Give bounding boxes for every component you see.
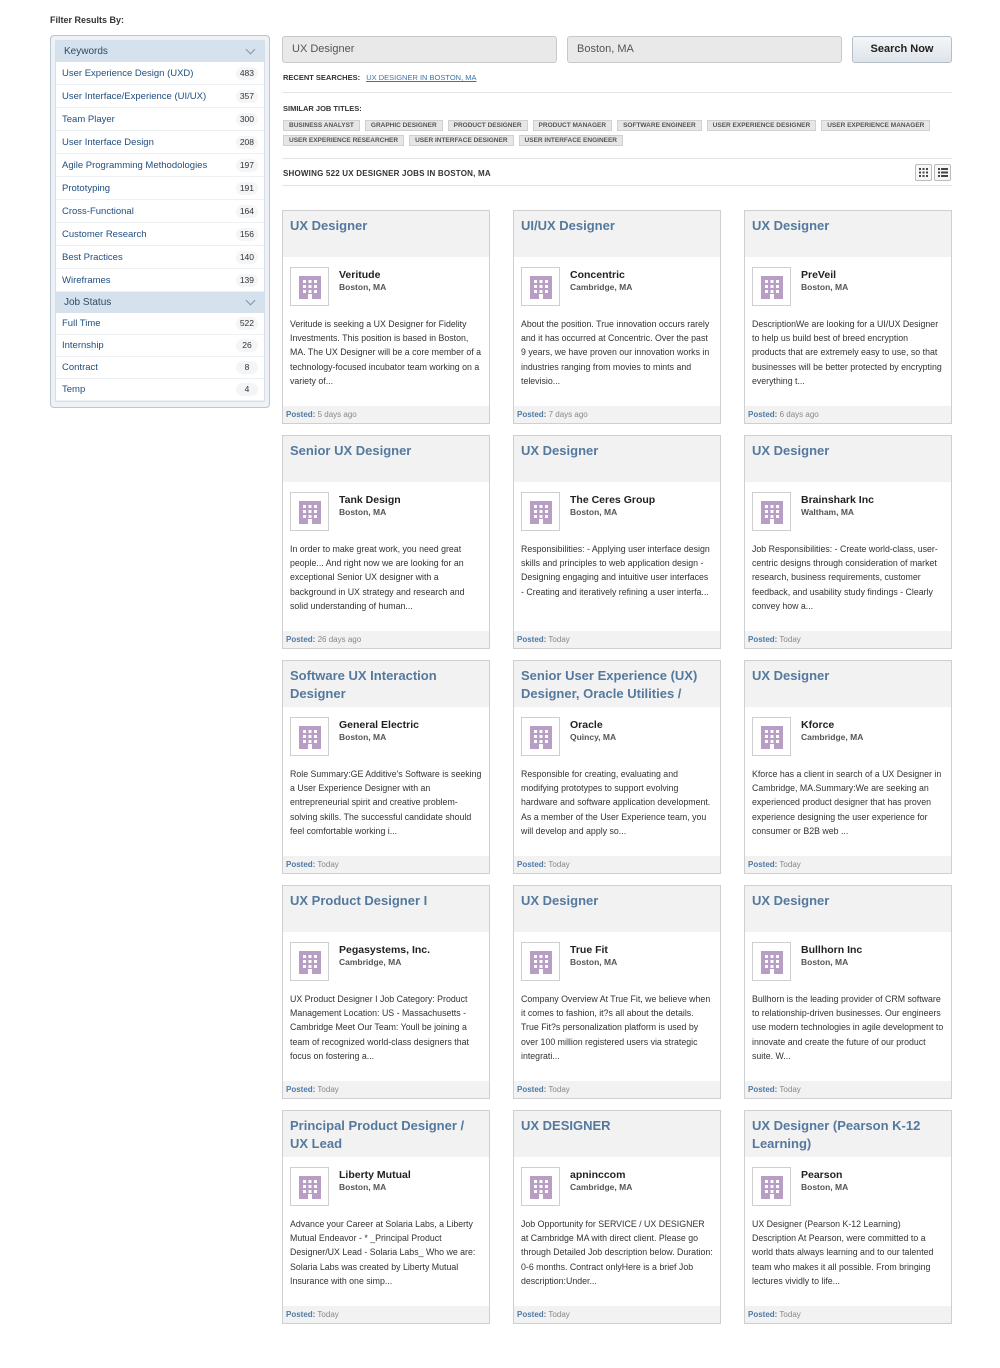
job-location: Boston, MA: [570, 507, 618, 517]
similar-title-tag[interactable]: USER EXPERIENCE RESEARCHER: [283, 135, 404, 146]
job-card-body: [514, 257, 720, 408]
filter-item-count: 140: [236, 251, 258, 264]
job-title-link[interactable]: UX Designer: [752, 443, 830, 458]
job-location: Boston, MA: [339, 1182, 387, 1192]
building-icon: [752, 1167, 791, 1206]
posted-value: 26 days ago: [317, 635, 362, 644]
building-icon: [521, 1167, 560, 1206]
filter-item[interactable]: [56, 246, 264, 269]
job-card-header: [514, 211, 720, 257]
posted-date: [745, 1081, 951, 1098]
company-name[interactable]: Bullhorn Inc: [801, 944, 863, 956]
job-card-header: [514, 436, 720, 482]
job-title-link[interactable]: Software UX Interaction Designer: [290, 668, 437, 701]
posted-value: Today: [317, 1310, 339, 1319]
job-card[interactable]: [744, 1110, 952, 1324]
posted-label: Posted:: [748, 1085, 778, 1094]
grid-view-icon[interactable]: [915, 164, 932, 181]
filter-item-label: Customer Research: [62, 228, 147, 240]
job-card-header: [283, 886, 489, 932]
filter-item[interactable]: [56, 177, 264, 200]
job-card[interactable]: [744, 210, 952, 424]
filter-item[interactable]: [56, 335, 264, 357]
posted-label: Posted:: [748, 410, 778, 419]
posted-label: Posted:: [748, 635, 778, 644]
filter-item-label: Cross-Functional: [62, 205, 134, 217]
keyword-input[interactable]: UX Designer: [282, 36, 557, 63]
filter-item[interactable]: [56, 62, 264, 85]
job-location: Cambridge, MA: [339, 957, 402, 967]
job-card[interactable]: [744, 435, 952, 649]
job-card-body: [283, 257, 489, 408]
posted-label: Posted:: [286, 1310, 316, 1319]
posted-label: Posted:: [748, 860, 778, 869]
filter-item[interactable]: [56, 200, 264, 223]
job-card[interactable]: [282, 885, 490, 1099]
filter-item-count: 156: [236, 228, 258, 241]
job-description: Veritude is seeking a UX Designer for Fidelity Investments. This position is based in Boston, MA. The UX Designer will be a core member of a technology-focused incubator team working on a variety of...: [290, 319, 482, 386]
job-title-link[interactable]: Senior UX Designer: [290, 443, 412, 458]
posted-value: Today: [548, 635, 570, 644]
building-icon: [521, 717, 560, 756]
job-card-body: [514, 1157, 720, 1308]
building-icon: [752, 717, 791, 756]
company-name[interactable]: The Ceres Group: [570, 494, 656, 506]
job-title-link[interactable]: UX Designer (Pearson K-12 Learning): [752, 1118, 921, 1151]
results-count: SHOWING 522 UX DESIGNER JOBS IN BOSTON, MA: [283, 169, 491, 178]
company-name[interactable]: True Fit: [570, 944, 608, 956]
filter-item-label: Prototyping: [62, 182, 111, 194]
company-name[interactable]: General Electric: [339, 719, 419, 731]
filter-item[interactable]: [56, 85, 264, 108]
job-card-header: [745, 886, 951, 932]
filter-item-count: 4: [236, 383, 258, 396]
posted-date: [283, 856, 489, 873]
posted-date: [745, 406, 951, 423]
company-name[interactable]: apninccom: [570, 1169, 626, 1181]
posted-label: Posted:: [286, 860, 316, 869]
posted-label: Posted:: [286, 410, 316, 419]
filter-sidebar: [50, 35, 270, 408]
filter-item-label: Best Practices: [62, 251, 123, 263]
job-card-header: [514, 886, 720, 932]
posted-value: 7 days ago: [548, 410, 588, 419]
company-name[interactable]: Concentric: [570, 269, 625, 281]
building-icon: [752, 492, 791, 531]
job-card-body: [283, 932, 489, 1083]
job-description: UX Designer (Pearson K-12 Learning) Description At Pearson, were committed to a world thats always learning and to our talented team who makes it all possible. From bringing lectures vividly to life...: [752, 1219, 934, 1286]
job-location: Waltham, MA: [801, 507, 855, 517]
posted-value: 6 days ago: [779, 410, 819, 419]
job-card-body: [745, 1157, 951, 1308]
posted-value: Today: [779, 1085, 801, 1094]
similar-titles-label: SIMILAR JOB TITLES:: [283, 104, 362, 113]
job-card-body: [283, 707, 489, 858]
job-description: UX Product Designer I Job Category: Product Management Location: US - Massachusetts - Cambridge Meet Our Team: Youll be joining a team of recognized world-class designers that focus on fostering a...: [290, 994, 469, 1061]
building-icon: [290, 492, 329, 531]
posted-label: Posted:: [517, 860, 547, 869]
job-card-header: [283, 436, 489, 482]
job-card[interactable]: [282, 435, 490, 649]
list-view-icon[interactable]: [934, 164, 951, 181]
filter-item[interactable]: [56, 269, 264, 292]
building-icon: [290, 717, 329, 756]
job-card[interactable]: [513, 210, 721, 424]
job-card-header: [745, 1111, 951, 1157]
job-location: Boston, MA: [801, 282, 849, 292]
job-card-body: [514, 707, 720, 858]
job-location: Boston, MA: [339, 507, 387, 517]
posted-value: Today: [548, 1310, 570, 1319]
job-card-body: [745, 482, 951, 633]
similar-title-tag[interactable]: USER INTERFACE ENGINEER: [519, 135, 623, 146]
posted-date: [283, 1306, 489, 1323]
job-title-link[interactable]: UX Designer: [752, 893, 830, 908]
filter-item-count: 208: [236, 136, 258, 149]
job-card-body: [745, 932, 951, 1083]
job-location: Boston, MA: [801, 1182, 849, 1192]
posted-date: [514, 1306, 720, 1323]
filter-item-label: Contract: [62, 362, 98, 373]
recent-searches: [283, 73, 476, 82]
filter-item-count: 8: [236, 361, 258, 374]
filter-item-count: 357: [236, 90, 258, 103]
similar-title-tag[interactable]: PRODUCT MANAGER: [533, 120, 613, 131]
similar-title-tag[interactable]: PRODUCT DESIGNER: [448, 120, 528, 131]
job-description: In order to make great work, you need great people... And right now we are looking for an exceptional Senior UX designer with a background in UX strategy and research and solid understanding of human...: [290, 544, 465, 611]
filter-item[interactable]: [56, 357, 264, 379]
posted-value: Today: [317, 1085, 339, 1094]
filter-item-count: 197: [236, 159, 258, 172]
posted-value: Today: [317, 860, 339, 869]
filter-item[interactable]: [56, 108, 264, 131]
job-description: Kforce has a client in search of a UX Designer in Cambridge, MA.Summary:We are seeking an experienced product designer that has proven experience designing the user experience for consumer or B2B web ...: [752, 769, 942, 836]
posted-label: Posted:: [748, 1310, 778, 1319]
filter-item-label: User Interface Design: [62, 136, 154, 148]
job-description: Company Overview At True Fit, we believe when it comes to fashion, it?s all about the details. True Fit?s personalization platform is used by over 100 million registered users via strategic integrati...: [521, 994, 711, 1061]
posted-date: [514, 856, 720, 873]
posted-date: [514, 631, 720, 648]
job-card[interactable]: [744, 885, 952, 1099]
job-description: Advance your Career at Solaria Labs, a Liberty Mutual Endeavor - * _Principal Product Designer/UX Lead - Solaria Labs_ Who we are: Solaria Labs was created by Liberty Mutual Insurance with one simp...: [290, 1219, 476, 1286]
filter-item[interactable]: [56, 223, 264, 246]
job-card-header: [283, 661, 489, 707]
similar-title-tag[interactable]: SOFTWARE ENGINEER: [617, 120, 702, 131]
filter-item-count: 483: [236, 67, 258, 80]
job-location: Cambridge, MA: [570, 1182, 633, 1192]
building-icon: [752, 267, 791, 306]
chevron-down-icon: [246, 296, 256, 306]
posted-value: Today: [548, 1085, 570, 1094]
filter-item-label: User Experience Design (UXD): [62, 67, 194, 79]
keywords-header[interactable]: [56, 41, 264, 62]
job-title-link[interactable]: UX Designer: [290, 218, 368, 233]
building-icon: [290, 942, 329, 981]
job-card[interactable]: [513, 435, 721, 649]
building-icon: [290, 267, 329, 306]
divider: [282, 92, 952, 93]
job-location: Cambridge, MA: [801, 732, 864, 742]
similar-title-tag[interactable]: USER EXPERIENCE DESIGNER: [707, 120, 817, 131]
job-card-header: [745, 436, 951, 482]
job-description: Job Responsibilities: - Create world-class, user-centric designs through consideration of market research, business requirements, customer feedback, and usability study findings - Clearly convey how a...: [752, 544, 938, 611]
filter-item-count: 139: [236, 274, 258, 287]
job-title-link[interactable]: UX Designer: [752, 668, 830, 683]
keywords-list: [56, 62, 264, 292]
job-description: Responsibilities: - Applying user interface design skills and principles to web application design - Designing engaging and intuitive user interfaces - Creating and iteratively refining a user interfa...: [521, 544, 710, 597]
job-card-body: [514, 482, 720, 633]
posted-date: [745, 1306, 951, 1323]
job-description: About the position. True innovation occurs rarely and it has occurred at Concentric. Over the past 9 years, we have proven our innovation works in industries ranging from movies to mints and televisio...: [521, 319, 710, 386]
job-location: Boston, MA: [801, 957, 849, 967]
job-card[interactable]: [282, 210, 490, 424]
job-card[interactable]: [744, 660, 952, 874]
job-title-link[interactable]: UX Designer: [752, 218, 830, 233]
posted-label: Posted:: [517, 1310, 547, 1319]
building-icon: [521, 492, 560, 531]
recent-search-link[interactable]: UX DESIGNER IN BOSTON, MA: [366, 73, 477, 82]
job-location: Boston, MA: [570, 957, 618, 967]
filter-item-label: Team Player: [62, 113, 115, 125]
job-card-header: [745, 211, 951, 257]
company-name[interactable]: Oracle: [570, 719, 603, 731]
job-card[interactable]: [513, 660, 721, 874]
job-status-header[interactable]: [56, 292, 264, 313]
job-card-header: [514, 1111, 720, 1157]
filter-item[interactable]: [56, 154, 264, 177]
posted-date: [283, 1081, 489, 1098]
posted-date: [745, 856, 951, 873]
job-description: Job Opportunity for SERVICE / UX DESIGNER at Cambridge MA with direct client. Please go through Detailed Job description below. Duration: 0-6 months. Contract onlyHere is a brief Job description:Under...: [521, 1219, 713, 1286]
filter-item-count: 191: [236, 182, 258, 195]
job-description: Responsible for creating, evaluating and modifying prototypes to support evolving hardware and software application development. As a member of the User Experience team, you will develop and apply so...: [521, 769, 711, 836]
filter-item[interactable]: [56, 131, 264, 154]
filter-item-label: Temp: [62, 384, 86, 395]
job-status-list: [56, 313, 264, 401]
company-name[interactable]: Tank Design: [339, 494, 401, 506]
filter-item-label: Internship: [62, 340, 104, 351]
filter-item-label: User Interface/Experience (UI/UX): [62, 90, 207, 102]
job-card[interactable]: [513, 885, 721, 1099]
job-title-link[interactable]: UX DESIGNER: [521, 1118, 611, 1133]
job-description: DescriptionWe are looking for a UI/UX Designer to help us build best of breed encryption products that are extremely easy to use, so that businesses will be better protected by encrypting everything t...: [752, 319, 942, 386]
building-icon: [521, 942, 560, 981]
posted-value: Today: [548, 860, 570, 869]
filter-title: Filter Results By:: [50, 15, 125, 25]
filter-item[interactable]: [56, 379, 264, 401]
chevron-down-icon: [246, 45, 256, 55]
keywords-header-label: Keywords: [64, 46, 108, 57]
job-title-link[interactable]: UI/UX Designer: [521, 218, 615, 233]
posted-value: Today: [779, 860, 801, 869]
job-title-link[interactable]: Principal Product Designer / UX Lead: [290, 1118, 465, 1151]
job-title-link[interactable]: UX Product Designer I: [290, 893, 428, 908]
company-name[interactable]: Pearson: [801, 1169, 843, 1181]
job-location: Boston, MA: [339, 282, 387, 292]
job-description: Role Summary:GE Additive's Software is seeking a User Experience Designer with an entrepreneurial spirit and creative problem-solving skills. The successful candidate should feel comfortable working i...: [290, 769, 482, 836]
posted-date: [745, 631, 951, 648]
posted-date: [283, 406, 489, 423]
posted-date: [514, 1081, 720, 1098]
posted-value: Today: [779, 635, 801, 644]
posted-label: Posted:: [286, 635, 316, 644]
divider: [282, 185, 952, 186]
building-icon: [290, 1167, 329, 1206]
company-name[interactable]: Veritude: [339, 269, 381, 281]
filter-item-label: Wireframes: [62, 274, 111, 286]
divider: [282, 158, 952, 159]
search-button[interactable]: Search Now: [852, 36, 952, 63]
job-card-body: [745, 707, 951, 858]
filter-item-count: 522: [236, 317, 258, 330]
similar-titles-tags: [283, 120, 953, 146]
job-title-link[interactable]: UX Designer: [521, 893, 599, 908]
job-card-body: [283, 482, 489, 633]
job-card-body: [745, 257, 951, 408]
job-card-header: [283, 1111, 489, 1157]
posted-label: Posted:: [517, 410, 547, 419]
company-name[interactable]: Kforce: [801, 719, 835, 731]
similar-title-tag[interactable]: GRAPHIC DESIGNER: [365, 120, 443, 131]
posted-label: Posted:: [517, 635, 547, 644]
job-status-header-label: Job Status: [64, 297, 112, 308]
filter-item-label: Agile Programming Methodologies: [62, 159, 208, 171]
posted-label: Posted:: [517, 1085, 547, 1094]
building-icon: [752, 942, 791, 981]
job-card[interactable]: [513, 1110, 721, 1324]
posted-date: [283, 631, 489, 648]
company-name[interactable]: PreVeil: [801, 269, 837, 281]
location-input[interactable]: Boston, MA: [567, 36, 842, 63]
job-location: Cambridge, MA: [570, 282, 633, 292]
job-title-link[interactable]: Senior User Experience (UX) Designer, Oracle Utilities /: [521, 668, 698, 701]
company-name[interactable]: Brainshark Inc: [801, 494, 874, 506]
job-card-header: [745, 661, 951, 707]
posted-date: [514, 406, 720, 423]
recent-searches-label: RECENT SEARCHES:: [283, 73, 361, 82]
filter-item-count: 164: [236, 205, 258, 218]
job-card-body: [514, 932, 720, 1083]
company-name[interactable]: Pegasystems, Inc.: [339, 944, 431, 956]
similar-title-tag[interactable]: USER EXPERIENCE MANAGER: [821, 120, 930, 131]
job-card-body: [283, 1157, 489, 1308]
posted-value: Today: [779, 1310, 801, 1319]
filter-item-count: 300: [236, 113, 258, 126]
job-description: Bullhorn is the leading provider of CRM software to relationship-driven businesses. Our engineers use modern technologies in agile development to innovate and create the future of our product suite. W...: [752, 994, 944, 1061]
job-title-link[interactable]: UX Designer: [521, 443, 599, 458]
posted-value: 5 days ago: [317, 410, 357, 419]
filter-item-count: 26: [236, 339, 258, 352]
similar-title-tag[interactable]: USER INTERFACE DESIGNER: [409, 135, 513, 146]
job-card[interactable]: [282, 1110, 490, 1324]
company-name[interactable]: Liberty Mutual: [339, 1169, 411, 1181]
filter-item[interactable]: [56, 313, 264, 335]
job-location: Quincy, MA: [570, 732, 617, 742]
job-card-header: [283, 211, 489, 257]
building-icon: [521, 267, 560, 306]
similar-title-tag[interactable]: BUSINESS ANALYST: [283, 120, 360, 131]
job-card-header: [514, 661, 720, 707]
posted-label: Posted:: [286, 1085, 316, 1094]
filter-item-label: Full Time: [62, 318, 101, 329]
job-card[interactable]: [282, 660, 490, 874]
job-location: Boston, MA: [339, 732, 387, 742]
